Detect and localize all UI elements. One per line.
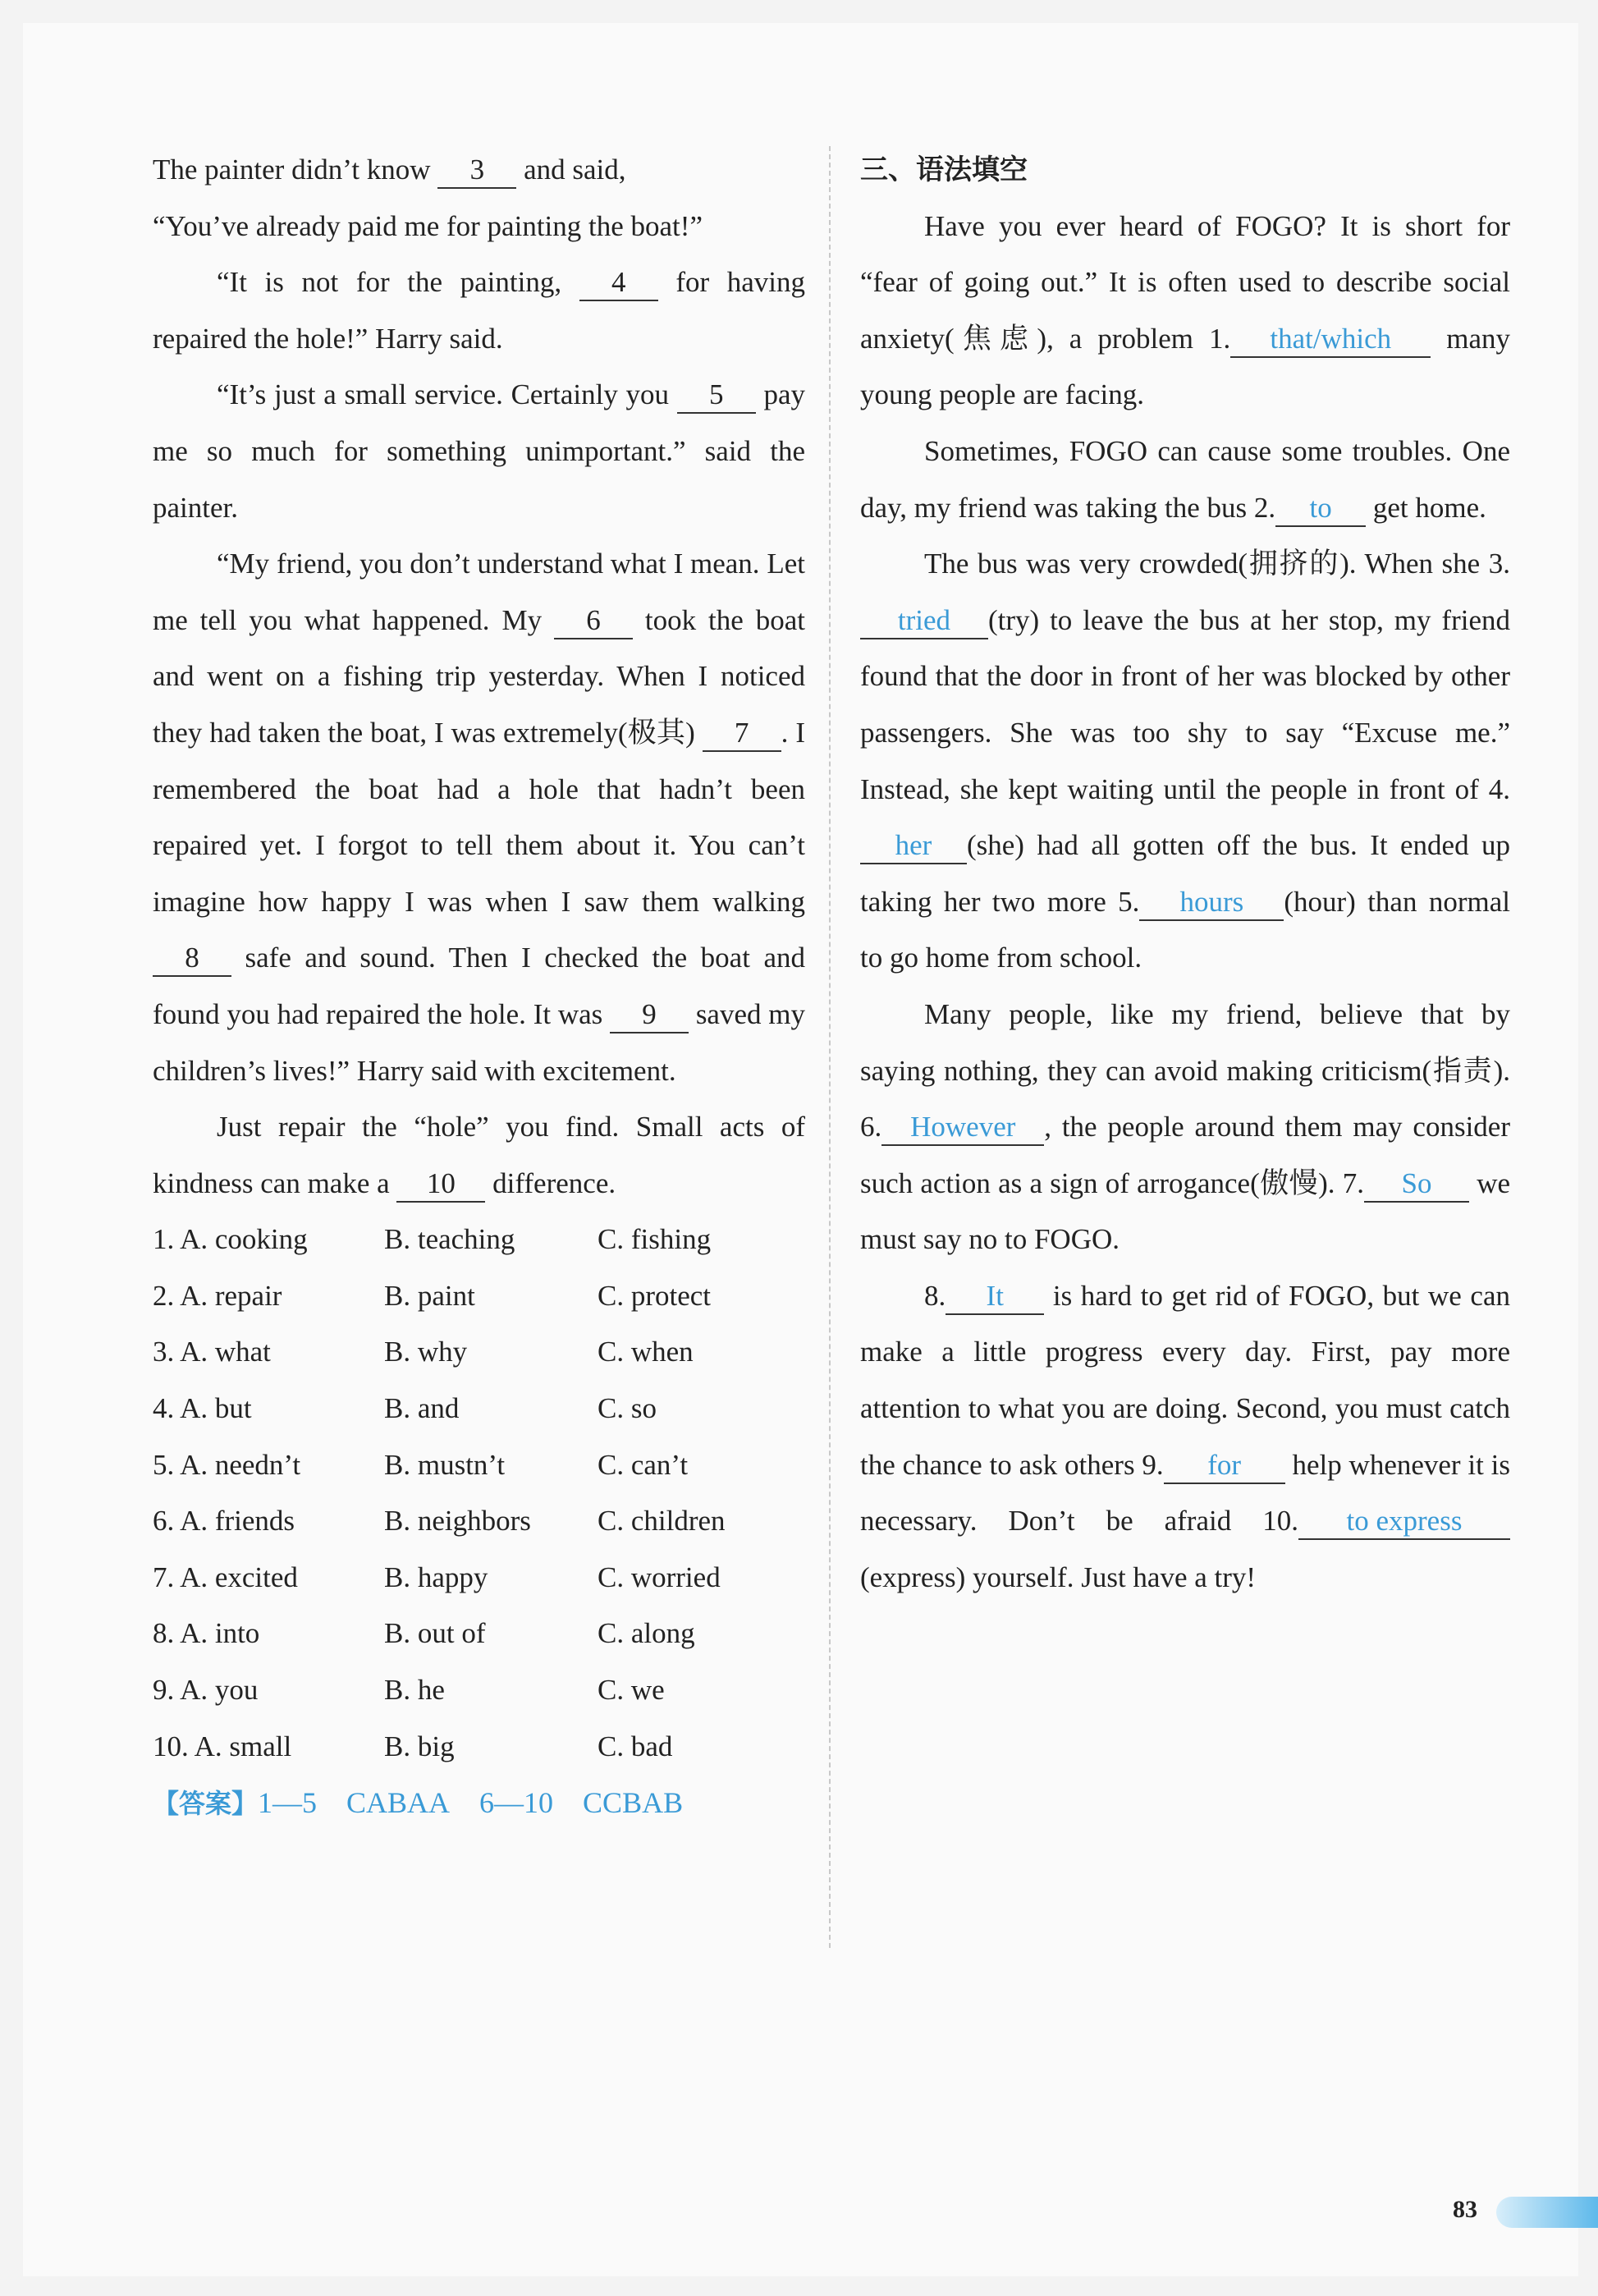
answer-blank-2[interactable]: to bbox=[1275, 491, 1366, 527]
blank-7[interactable]: 7 bbox=[703, 716, 781, 752]
answer-tag: 【答案】 bbox=[153, 1788, 259, 1820]
grammar-paragraph-5: 8. It is hard to get rid of FOGO, but we can make a little progress every day. First, pay more attention to what you are doing. Second, you must catch the chance to ask others 9. for help whenever it is necessary. Don’t be afraid 10. to express(express) yourself. Just have a try! bbox=[860, 1279, 1511, 1593]
passage-paragraph-2: “It is not for the painting, 4 for having repaired the hole!” Harry said. bbox=[153, 266, 805, 355]
option-row: 2. A. repair B. paint C. protect bbox=[153, 1279, 712, 1312]
answer-blank-1[interactable]: that/which bbox=[1230, 322, 1431, 358]
blank-6[interactable]: 6 bbox=[554, 603, 633, 639]
option-row: 6. A. friends B. neighbors C. children bbox=[153, 1505, 726, 1538]
answer-blank-8[interactable]: It bbox=[946, 1279, 1044, 1315]
blank-8[interactable]: 8 bbox=[153, 941, 231, 977]
blank-5[interactable]: 5 bbox=[677, 378, 756, 414]
passage-paragraph-5: Just repair the “hole” you find. Small acts of kindness can make a 10 difference. bbox=[153, 1099, 805, 1212]
option-row: 8. A. into B. out of C. along bbox=[153, 1617, 695, 1650]
grammar-paragraph-1: Have you ever heard of FOGO? It is short for “fear of going out.” It is often used to describe social anxiety(焦虑), a problem 1. that/which many young people are facing. bbox=[860, 209, 1510, 411]
option-row: 7. A. excited B. happy C. worried bbox=[153, 1560, 721, 1593]
grammar-paragraph-3: The bus was very crowded(拥挤的). When she 3.tried (try) to leave the bus at her stop, my friend found that the door in front of her was blocked by other passengers. She was too shy to say “Excuse me.” Instead, she kept waiting until the people in front of 4.her (she) had all gotten off the bus. It ended up taking her two more 5. hours (hour) than normal to go home from school. bbox=[860, 548, 1510, 974]
answer-blank-3[interactable]: tried bbox=[860, 603, 988, 639]
passage-paragraph-4: “My friend, you don’t understand what I mean. Let me tell you what happened. My 6 took the boat and went on a fishing trip yesterday. When I noticed they had taken the boat, I was extremely(极其) 7 . I remembered the boat had a hole that hadn’t been repaired yet. I forgot to tell them about it. You can’t imagine how happy I was when I saw them walking 8 safe and sound. Then I checked the boat and found you had repaired the hole. It was 9 saved my children’s lives!” Harry said with excitement. bbox=[153, 548, 806, 1087]
left-column bbox=[153, 142, 805, 1832]
grammar-paragraph-2: Sometimes, FOGO can cause some troubles. One day, my friend was taking the bus 2. to get home. bbox=[860, 424, 1510, 536]
answer-blank-10[interactable]: to express bbox=[1298, 1504, 1510, 1540]
answer-blank-5[interactable]: hours bbox=[1139, 885, 1284, 921]
answer-blank-4[interactable]: her bbox=[860, 828, 967, 864]
blank-4[interactable]: 4 bbox=[579, 265, 658, 301]
blank-3[interactable]: 3 bbox=[437, 153, 516, 189]
option-row: 5. A. needn’t B. mustn’t C. can’t bbox=[153, 1448, 689, 1481]
column-divider bbox=[829, 146, 831, 1948]
option-row: 4. A. but B. and C. so bbox=[153, 1392, 657, 1425]
right-column bbox=[860, 142, 1510, 1606]
option-row: 3. A. what B. why C. when bbox=[153, 1336, 694, 1368]
passage-paragraph-1: The painter didn’t know 3 and said, “You’ve already paid me for painting the boat!” bbox=[153, 154, 703, 242]
section-heading: 三、语法填空 bbox=[860, 154, 1028, 186]
option-row: 1. A. cooking B. teaching C. fishing bbox=[153, 1223, 712, 1256]
workbook-page bbox=[23, 23, 1578, 2276]
page-number: 83 bbox=[1453, 2196, 1477, 2223]
blank-9[interactable]: 9 bbox=[610, 997, 689, 1033]
options-list bbox=[153, 1212, 805, 1775]
answer-blank-6[interactable]: However bbox=[881, 1110, 1044, 1146]
grammar-paragraph-4: Many people, like my friend, believe that by saying nothing, they can avoid making criticism(指责). 6. However , the people around them may consider such action as a sign of arrogance(傲慢). 7. So we must say no to FOGO. bbox=[860, 997, 1511, 1256]
answer-blank-7[interactable]: So bbox=[1364, 1166, 1469, 1203]
page-number-tab bbox=[1496, 2197, 1598, 2228]
option-row: 9. A. you B. he C. we bbox=[153, 1674, 665, 1707]
blank-10[interactable]: 10 bbox=[396, 1166, 485, 1203]
answer-key: 【答案】1—5 CABAA 6—10 CCBAB bbox=[153, 1786, 684, 1820]
answer-blank-9[interactable]: for bbox=[1164, 1448, 1285, 1484]
passage-paragraph-3: “It’s just a small service. Certainly you 5 pay me so much for something unimportant.” said the painter. bbox=[153, 378, 805, 524]
option-row: 10. A. small B. big C. bad bbox=[153, 1730, 673, 1762]
